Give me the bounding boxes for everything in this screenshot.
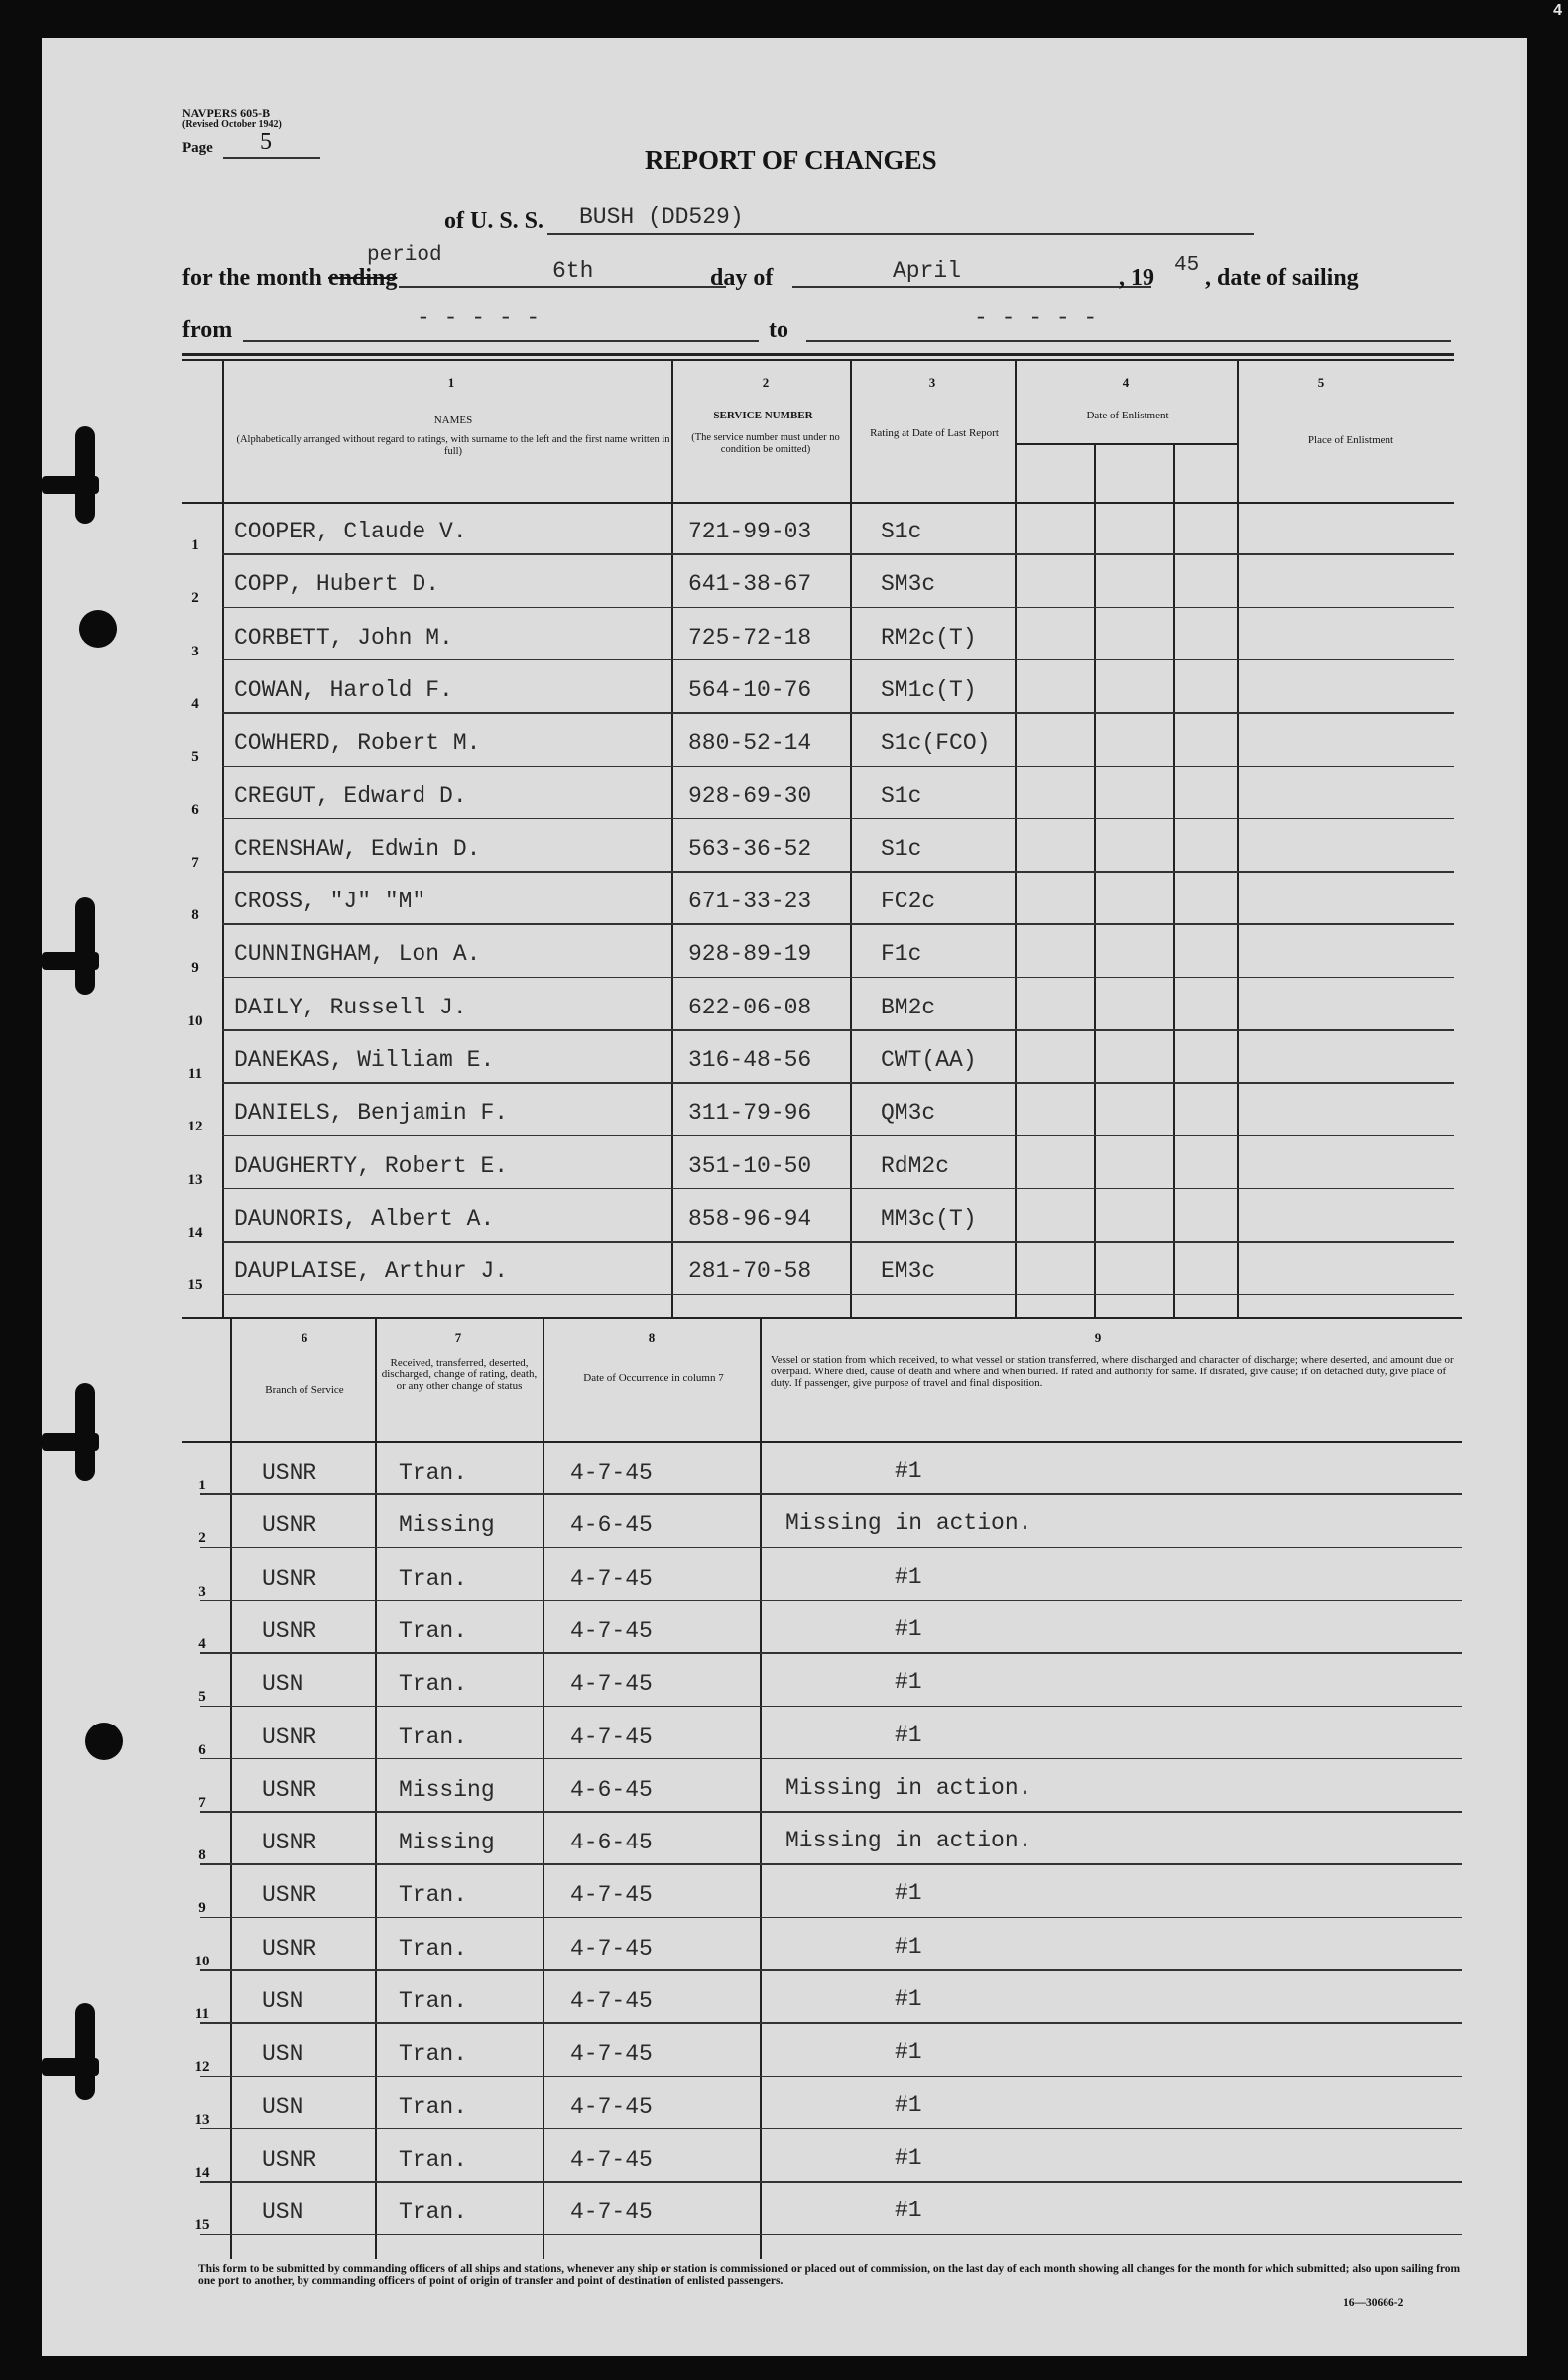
rating-cell: RdM2c <box>881 1152 950 1179</box>
change-cell: Missing <box>399 1830 495 1856</box>
name-cell: COWHERD, Robert M. <box>234 730 481 757</box>
service-number-cell: 563-36-52 <box>688 835 812 862</box>
row-rule <box>222 1294 1454 1296</box>
col7-number: 7 <box>454 1330 462 1345</box>
row-number: 3 <box>191 643 199 659</box>
branch-cell: USNR <box>262 1460 317 1486</box>
row-number: 5 <box>191 749 199 766</box>
row-rule <box>200 2128 1462 2130</box>
ending-label: ending <box>328 265 398 291</box>
row-number: 9 <box>198 1900 206 1917</box>
name-cell: COWAN, Harold F. <box>234 676 453 703</box>
uss-label: of U. S. S. <box>444 208 544 234</box>
row-rule <box>222 1135 1454 1137</box>
service-number-cell: 564-10-76 <box>688 676 812 703</box>
frame-number: 4 <box>1553 2 1562 19</box>
row-rule <box>200 1969 1462 1971</box>
row-rule <box>222 1188 1454 1190</box>
service-number-cell: 725-72-18 <box>688 624 812 651</box>
rating-cell: FC2c <box>881 889 936 915</box>
rating-cell: CWT(AA) <box>881 1047 977 1073</box>
date-cell: 4-7-45 <box>570 2093 653 2120</box>
row-rule <box>222 766 1454 768</box>
row-number: 7 <box>191 854 199 871</box>
binder-clip-2 <box>75 897 95 995</box>
t1-vline-4 <box>1015 360 1017 1317</box>
table1-header-rule <box>182 502 1454 504</box>
branch-cell: USNR <box>262 1776 317 1803</box>
rating-cell: SM3c <box>881 571 936 598</box>
from-label: from <box>182 317 233 343</box>
row-number: 14 <box>187 1224 203 1241</box>
change-cell: Tran. <box>399 1882 468 1909</box>
row-number: 8 <box>198 1847 206 1864</box>
rating-cell: S1c <box>881 519 922 544</box>
punch-hole-2 <box>85 1723 123 1760</box>
col1-number: 1 <box>447 375 455 390</box>
row-number: 12 <box>187 1119 203 1135</box>
name-cell: DANIELS, Benjamin F. <box>234 1100 509 1127</box>
col4-number: 4 <box>1122 375 1130 390</box>
row-number: 12 <box>194 2059 210 2076</box>
branch-cell: USNR <box>262 1830 317 1856</box>
remarks-cell: #1 <box>895 1563 922 1590</box>
row-rule <box>200 2022 1462 2024</box>
name-cell: DANEKAS, William E. <box>234 1047 495 1073</box>
change-cell: Tran. <box>399 1617 468 1644</box>
row-rule <box>200 1547 1462 1549</box>
t1-vline-5 <box>1094 444 1096 1317</box>
day-underline <box>399 286 726 288</box>
remarks-cell: #1 <box>895 1615 922 1642</box>
service-number-cell: 928-69-30 <box>688 782 812 809</box>
row-rule <box>222 607 1454 609</box>
name-cell: CRENSHAW, Edwin D. <box>234 835 481 862</box>
branch-cell: USNR <box>262 1565 317 1592</box>
col6-number: 6 <box>301 1330 308 1345</box>
remarks-cell: #1 <box>895 2144 922 2171</box>
rating-cell: S1c <box>881 835 922 862</box>
row-number: 4 <box>191 695 199 712</box>
col3-number: 3 <box>928 375 936 390</box>
service-number-cell: 858-96-94 <box>688 1205 812 1232</box>
branch-cell: USN <box>262 2200 303 2226</box>
month-name: April <box>893 258 962 284</box>
row-number: 2 <box>198 1530 206 1547</box>
row-rule <box>200 1758 1462 1760</box>
ship-underline <box>547 233 1254 235</box>
name-cell: CUNNINGHAM, Lon A. <box>234 941 481 968</box>
row-number: 9 <box>191 960 199 977</box>
page-underline <box>223 157 320 159</box>
page-label: Page <box>182 140 213 156</box>
t1-vline-3 <box>850 360 852 1317</box>
footer-note: This form to be submitted by commanding officers of all ships and stations, whenever any ship or station is commissioned or placed out of commission, on the last day of each month showing all changes for the month for which submitted; also upon sailing from one port to another, by commanding officers of point of origin of transfer and point of destination of enlisted passengers. <box>198 2263 1461 2287</box>
col6-title: Branch of Service <box>265 1384 344 1396</box>
name-cell: DAUPLAISE, Arthur J. <box>234 1258 509 1285</box>
row-rule <box>222 818 1454 820</box>
binder-arm-2 <box>42 952 99 970</box>
name-cell: CROSS, "J" "M" <box>234 889 426 915</box>
change-cell: Tran. <box>399 1565 468 1592</box>
remarks-cell: Missing in action. <box>785 1510 1032 1537</box>
date-cell: 4-7-45 <box>570 1617 653 1644</box>
name-cell: DAUNORIS, Albert A. <box>234 1205 495 1232</box>
service-number-cell: 880-52-14 <box>688 730 812 757</box>
date-cell: 4-6-45 <box>570 1776 653 1803</box>
row-number: 14 <box>194 2164 210 2181</box>
date-cell: 4-7-45 <box>570 1988 653 2014</box>
row-number: 4 <box>198 1635 206 1652</box>
col2-number: 2 <box>762 375 770 390</box>
change-cell: Tran. <box>399 2093 468 2120</box>
row-number: 3 <box>198 1583 206 1600</box>
row-rule <box>200 1863 1462 1865</box>
row-number: 7 <box>198 1794 206 1811</box>
change-cell: Tran. <box>399 1935 468 1962</box>
form-page <box>42 38 1527 2356</box>
page-title: REPORT OF CHANGES <box>645 145 937 175</box>
remarks-cell: #1 <box>895 1880 922 1907</box>
change-cell: Tran. <box>399 1460 468 1486</box>
branch-cell: USN <box>262 2041 303 2068</box>
remarks-cell: #1 <box>895 1669 922 1696</box>
col2-title: SERVICE NUMBER <box>713 410 813 421</box>
change-cell: Tran. <box>399 2146 468 2173</box>
t2-vline-2 <box>375 1317 377 2259</box>
date-cell: 4-6-45 <box>570 1830 653 1856</box>
name-cell: COPP, Hubert D. <box>234 571 440 598</box>
t1-vline-1 <box>222 360 224 1317</box>
row-number: 6 <box>191 801 199 818</box>
date-cell: 4-7-45 <box>570 1671 653 1698</box>
name-cell: DAUGHERTY, Robert E. <box>234 1152 509 1179</box>
date-cell: 4-7-45 <box>570 2041 653 2068</box>
col3-title: Rating at Date of Last Report <box>870 427 999 439</box>
day-of-label: day of <box>710 265 774 291</box>
binder-arm-3 <box>42 1433 99 1451</box>
date-cell: 4-7-45 <box>570 1565 653 1592</box>
change-cell: Missing <box>399 1776 495 1803</box>
row-rule <box>200 1652 1462 1654</box>
name-cell: CORBETT, John M. <box>234 624 453 651</box>
service-number-cell: 351-10-50 <box>688 1152 812 1179</box>
row-rule <box>222 1082 1454 1084</box>
rating-cell: QM3c <box>881 1100 936 1127</box>
year-prefix: , 19 <box>1119 265 1154 291</box>
binder-clip-4 <box>75 2003 95 2100</box>
remarks-cell: #1 <box>895 1933 922 1960</box>
table2-header-rule <box>182 1441 1462 1443</box>
row-rule <box>222 553 1454 555</box>
t1-vline-6 <box>1173 444 1175 1317</box>
from-underline <box>243 340 759 342</box>
col2-subtitle: (The service number must under no condition be omitted) <box>691 432 840 455</box>
col1-subtitle: (Alphabetically arranged without regard to ratings, with surname to the left and the first name written in full) <box>236 434 670 457</box>
rating-cell: SM1c(T) <box>881 676 977 703</box>
name-cell: COOPER, Claude V. <box>234 519 467 544</box>
table1-top-rule-2 <box>182 359 1454 361</box>
date-cell: 4-7-45 <box>570 2200 653 2226</box>
remarks-cell: #1 <box>895 2091 922 2118</box>
service-number-cell: 316-48-56 <box>688 1047 812 1073</box>
t1-vline-2 <box>671 360 673 1317</box>
to-underline <box>806 340 1451 342</box>
remarks-cell: #1 <box>895 2198 922 2224</box>
name-cell: DAILY, Russell J. <box>234 994 467 1020</box>
row-rule <box>222 871 1454 873</box>
branch-cell: USNR <box>262 1512 317 1539</box>
service-number-cell: 671-33-23 <box>688 889 812 915</box>
rating-cell: BM2c <box>881 994 936 1020</box>
branch-cell: USN <box>262 1671 303 1698</box>
rating-cell: S1c(FCO) <box>881 730 991 757</box>
year-suffix: 45 <box>1174 254 1200 277</box>
date-cell: 4-7-45 <box>570 1882 653 1909</box>
remarks-cell: #1 <box>895 2039 922 2066</box>
date-cell: 4-7-45 <box>570 1460 653 1486</box>
service-number-cell: 928-89-19 <box>688 941 812 968</box>
row-rule <box>200 1706 1462 1708</box>
col8-title: Date of Occurrence in column 7 <box>583 1372 724 1384</box>
table1-top-rule <box>182 353 1454 356</box>
punch-hole-1 <box>79 610 117 648</box>
row-rule <box>222 1029 1454 1031</box>
col9-number: 9 <box>1094 1330 1102 1345</box>
name-cell: CREGUT, Edward D. <box>234 782 467 809</box>
col5-number: 5 <box>1317 375 1325 390</box>
row-rule <box>222 659 1454 661</box>
form-revision: (Revised October 1942) <box>182 119 282 130</box>
binder-arm-4 <box>42 2058 99 2076</box>
row-rule <box>200 1917 1462 1919</box>
branch-cell: USNR <box>262 2146 317 2173</box>
row-rule <box>222 1241 1454 1243</box>
row-rule <box>222 977 1454 979</box>
col5-title: Place of Enlistment <box>1307 434 1394 446</box>
row-rule <box>200 2181 1462 2183</box>
t1-vline-7 <box>1237 360 1239 1317</box>
change-cell: Missing <box>399 1512 495 1539</box>
rating-cell: F1c <box>881 941 922 968</box>
form-number: NAVPERS 605-B <box>182 106 271 120</box>
binder-arm-1 <box>42 476 99 494</box>
t2-vline-4 <box>760 1317 762 2259</box>
to-value: - - - - - <box>974 305 1098 331</box>
remarks-cell: Missing in action. <box>785 1828 1032 1854</box>
col9-title: Vessel or station from which received, to what vessel or station transferred, where discharged and character of discharge; where deserted, and amount due or overpaid. Where died, cause of death and where and when buried. If rated and authority for same. If disrated, give cause; if on detached duty, give place of duty. If passenger, give purpose of travel and final disposition. <box>771 1354 1454 1389</box>
binder-clip-1 <box>75 426 95 524</box>
date-cell: 4-7-45 <box>570 2146 653 2173</box>
rating-cell: RM2c(T) <box>881 624 977 651</box>
rating-cell: MM3c(T) <box>881 1205 977 1232</box>
period-insert: period <box>367 244 442 267</box>
service-number-cell: 641-38-67 <box>688 571 812 598</box>
branch-cell: USN <box>262 1988 303 2014</box>
date-cell: 4-7-45 <box>570 1935 653 1962</box>
col1-title: NAMES <box>433 415 473 426</box>
row-number: 10 <box>194 1953 210 1969</box>
change-cell: Tran. <box>399 2200 468 2226</box>
row-number: 8 <box>191 907 199 924</box>
row-rule <box>200 1811 1462 1813</box>
change-cell: Tran. <box>399 1671 468 1698</box>
remarks-cell: #1 <box>895 1722 922 1748</box>
t1-enlist-rule <box>1017 443 1237 445</box>
row-number: 1 <box>198 1478 206 1493</box>
remarks-cell: #1 <box>895 1458 922 1484</box>
rating-cell: EM3c <box>881 1258 936 1285</box>
col8-number: 8 <box>648 1330 656 1345</box>
row-rule <box>222 923 1454 925</box>
branch-cell: USN <box>262 2093 303 2120</box>
row-number: 13 <box>187 1171 203 1188</box>
service-number-cell: 721-99-03 <box>688 519 812 544</box>
row-number: 2 <box>191 590 199 607</box>
service-number-cell: 622-06-08 <box>688 994 812 1020</box>
row-rule <box>200 2076 1462 2078</box>
row-number: 11 <box>194 2006 210 2022</box>
from-value: - - - - - <box>417 305 541 331</box>
branch-cell: USNR <box>262 1882 317 1909</box>
sailing-label: , date of sailing <box>1205 265 1359 291</box>
rating-cell: S1c <box>881 782 922 809</box>
t2-vline-1 <box>230 1317 232 2259</box>
row-number: 6 <box>198 1741 206 1758</box>
col7-title: Received, transferred, deserted, discharged, change of rating, death, or any other change of status <box>381 1357 538 1392</box>
change-cell: Tran. <box>399 2041 468 2068</box>
footer-code: 16—30666-2 <box>1343 2297 1404 2309</box>
t2-vline-3 <box>543 1317 544 2259</box>
to-label: to <box>769 317 788 343</box>
service-number-cell: 311-79-96 <box>688 1100 812 1127</box>
row-rule <box>200 1493 1462 1495</box>
row-number: 15 <box>187 1277 203 1294</box>
remarks-cell: #1 <box>895 1986 922 2012</box>
row-number: 10 <box>187 1012 203 1029</box>
row-number: 5 <box>198 1689 206 1706</box>
date-cell: 4-7-45 <box>570 1724 653 1750</box>
service-number-cell: 281-70-58 <box>688 1258 812 1285</box>
month-underline <box>792 286 1151 288</box>
row-number: 11 <box>187 1066 203 1082</box>
date-cell: 4-6-45 <box>570 1512 653 1539</box>
page-number: 5 <box>260 129 272 155</box>
month-day: 6th <box>552 258 594 284</box>
row-number: 13 <box>194 2111 210 2128</box>
row-rule <box>200 1600 1462 1602</box>
row-rule <box>222 712 1454 714</box>
binder-clip-3 <box>75 1383 95 1481</box>
branch-cell: USNR <box>262 1617 317 1644</box>
remarks-cell: Missing in action. <box>785 1774 1032 1801</box>
row-rule <box>200 2234 1462 2236</box>
row-number: 15 <box>194 2217 210 2234</box>
change-cell: Tran. <box>399 1988 468 2014</box>
change-cell: Tran. <box>399 1724 468 1750</box>
month-label: for the month <box>182 265 322 291</box>
branch-cell: USNR <box>262 1935 317 1962</box>
row-number: 1 <box>191 537 199 553</box>
col4-title: Date of Enlistment <box>1086 410 1169 421</box>
branch-cell: USNR <box>262 1724 317 1750</box>
ship-name: BUSH (DD529) <box>579 204 744 230</box>
